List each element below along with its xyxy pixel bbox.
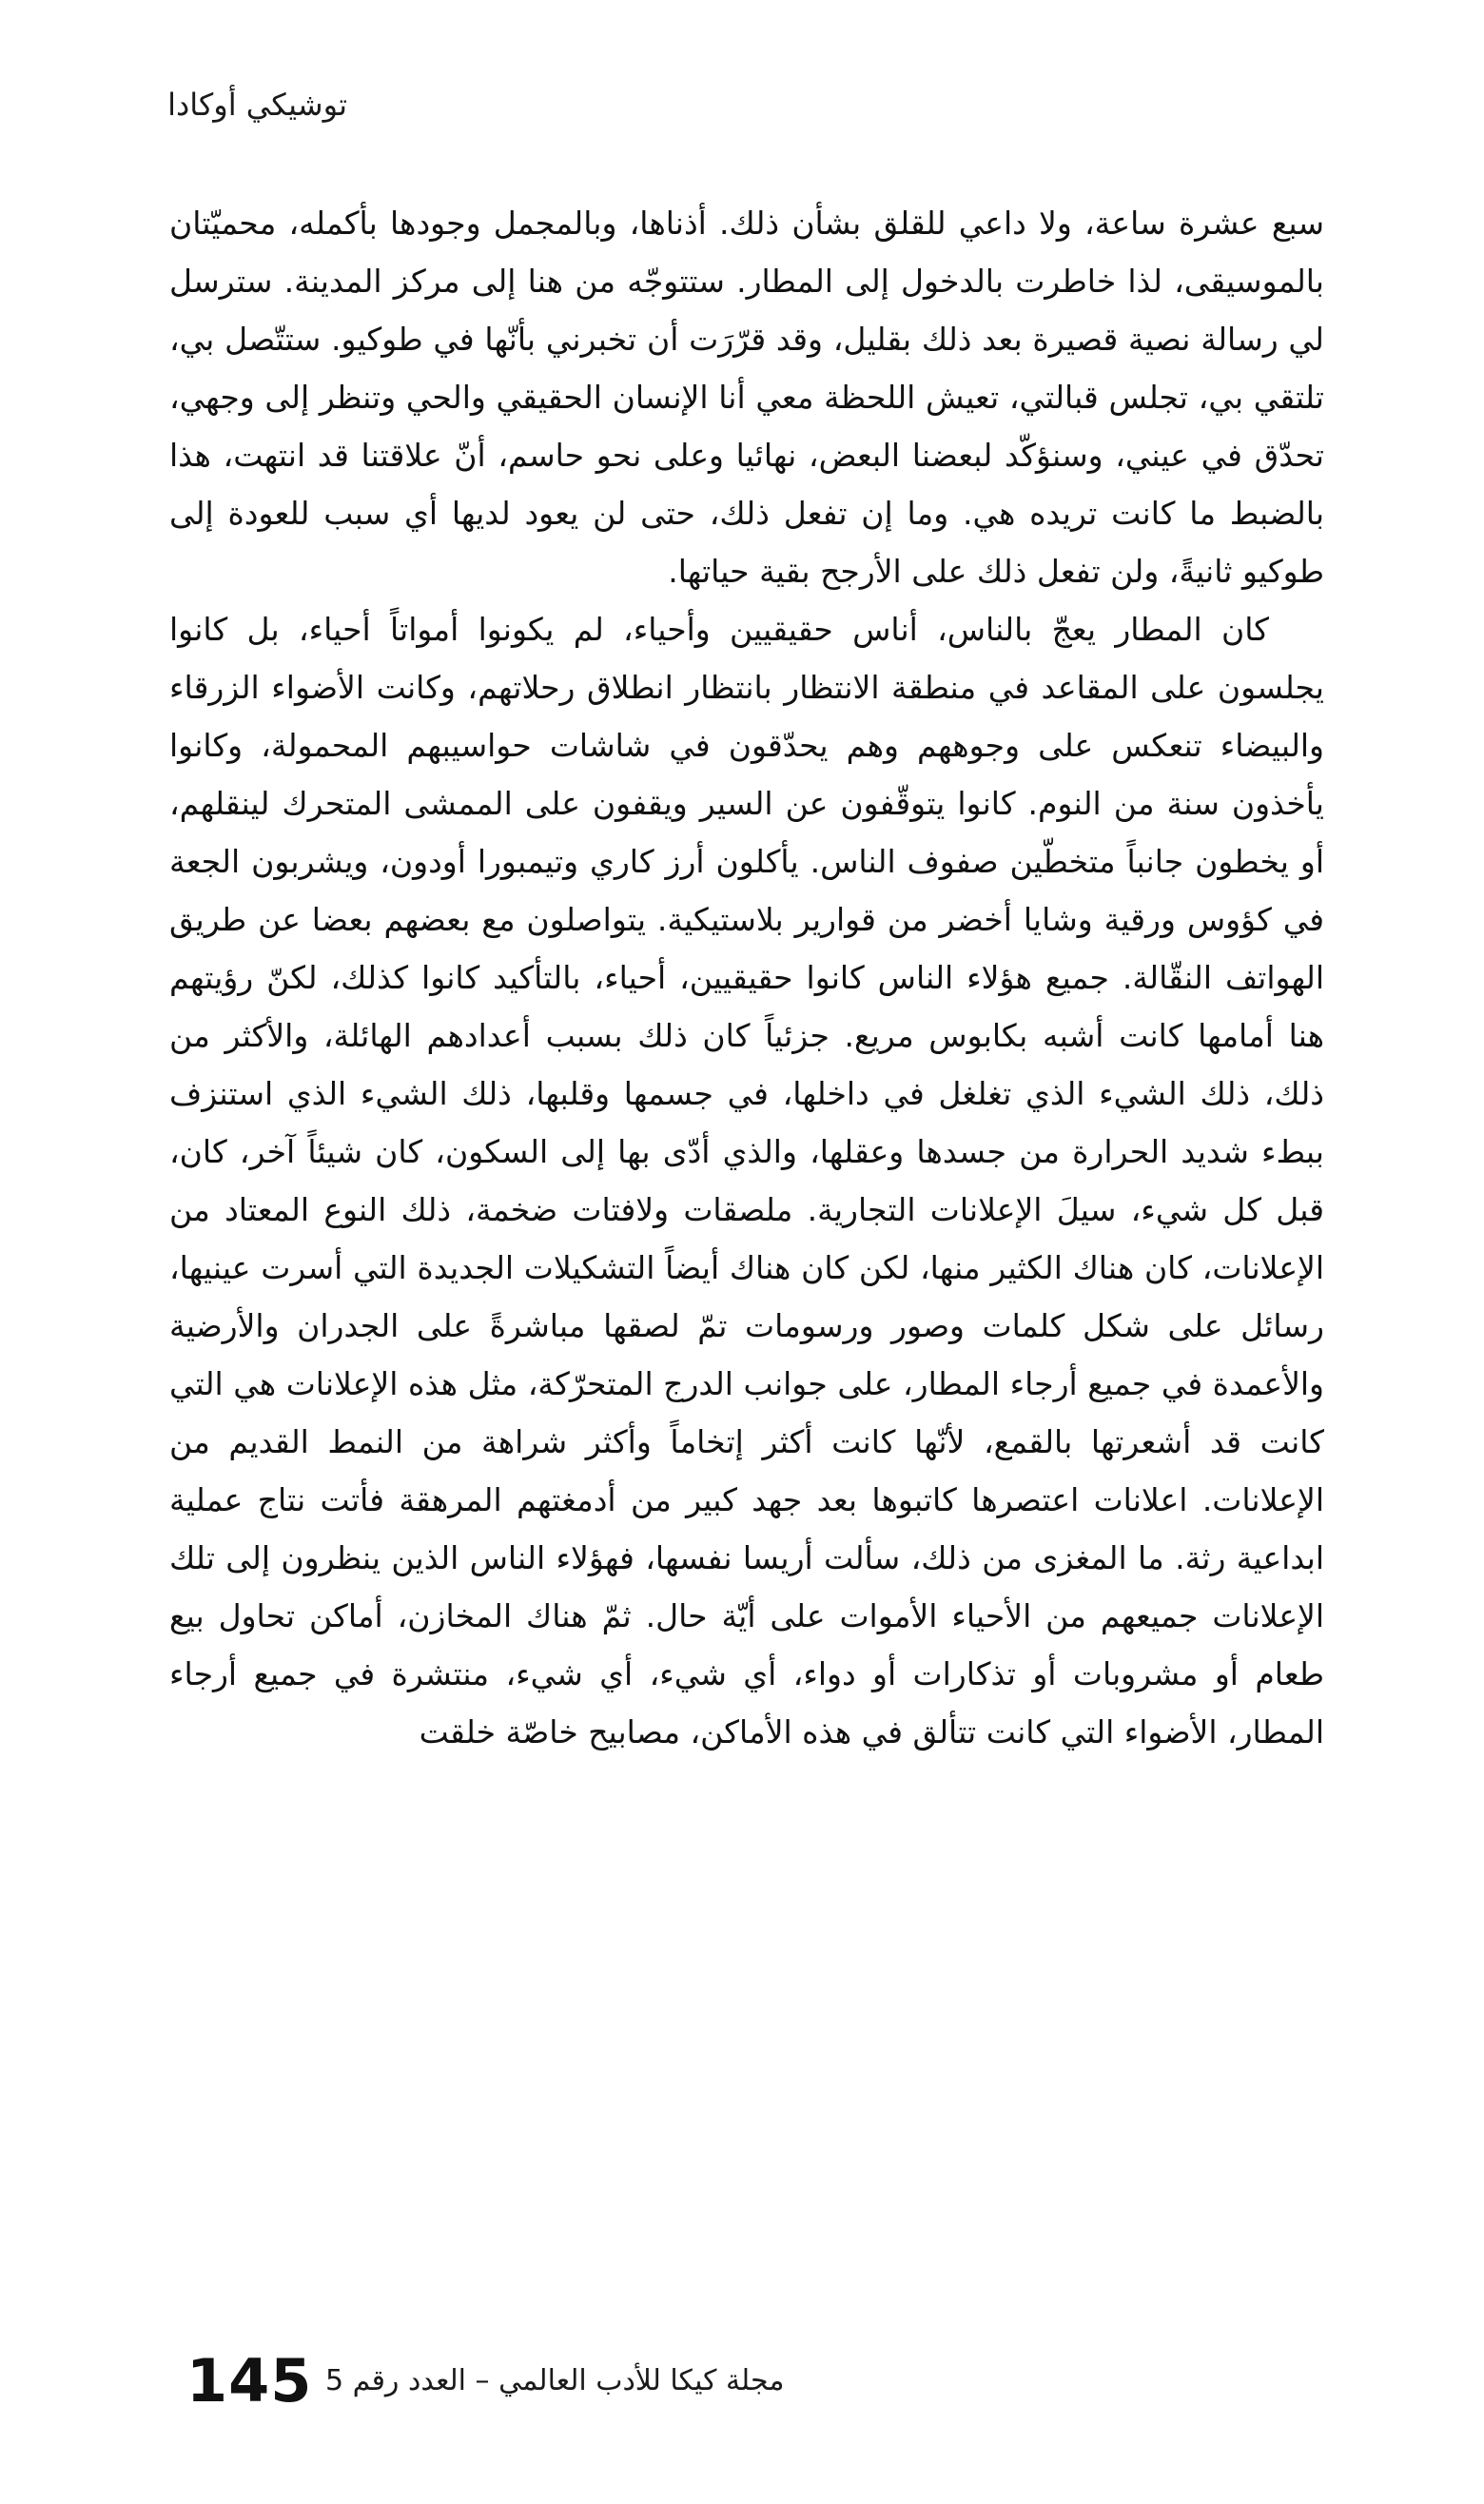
paragraph-2: كان المطار يعجّ بالناس، أناس حقيقيين وأحياء، لم يكونوا أمواتاً أحياء، بل كانوا يجلسون على المقاعد في منطقة الانتظار بانتظار انطلاق رحلاتهم، وكانت الأضواء الزرقاء والبيضاء تنعكس على وجوههم وهم يحدّقون في شاشات حواسيبهم المحمولة، وكانوا يأخذون سنة من النوم. كانوا يتوقّفون عن السير ويقفون على الممشى المتحرك لينقلهم، أو يخطون جانباً متخطّين صفوف الناس. يأكلون أرز كاري وتيمبورا أودون، ويشربون الجعة في كؤوس ورقية وشايا أخضر من قوارير بلاستيكية. يتواصلون مع بعضهم بعضا عن طريق الهواتف النقّالة. جميع هؤلاء الناس كانوا حقيقيين، أحياء، بالتأكيد كانوا كذلك، لكنّ رؤيتهم هنا أمامها كانت أشبه بكابوس مريع. جزئياً كان ذلك بسبب أعدادهم الهائلة، والأكثر من ذلك، ذلك الشيء الذي تغلغل في داخلها، في جسمها وقلبها، ذلك الشيء الذي استنزف ببطء شديد الحرارة من جسدها وعقلها، والذي أدّى بها إلى السكون، كان شيئاً آخر، كان، قبل كل شيء، سيلَ الإعلانات التجارية. ملصقات ولافتات ضخمة، ذلك النوع المعتاد من الإعلانات، كان هناك الكثير منها، لكن كان هناك أيضاً التشكيلات الجديدة التي أسرت عينيها، رسائل على شكل كلمات وصور ورسومات تمّ لصقها مباشرةً على الجدران والأرضية والأعمدة في جميع أرجاء المطار، على جوانب الدرج المتحرّكة، مثل هذه الإعلانات هي التي كانت قد أشعرتها بالقمع، لأنّها كانت أكثر إتخاماً وأكثر شراهة من النمط القديم من الإعلانات. اعلانات اعتصرها كاتبوها بعد جهد كبير من أدمغتهم المرهقة فأتت نتاج عملية ابداعية رثة. ما المغزى من ذلك، سألت أريسا نفسها، فهؤلاء الناس الذين ينظرون إلى تلك الإعلانات جميعهم من الأحياء الأموات على أيّة حال. ثمّ هناك المخازن، أماكن تحاول بيع طعام أو مشروبات أو تذكارات أو دواء، أي شيء، أي شيء، منتشرة في جميع أرجاء المطار، الأضواء التي كانت تتألق في هذه الأماكن، مصابيح خاصّة خلقت	[169, 611, 1324, 1751]
journal-name: مجلة كيكا للأدب العالمي – العدد رقم 5	[325, 2364, 785, 2397]
running-header-author: توشيكي أوكادا	[167, 87, 347, 123]
body-text	[169, 194, 1324, 1761]
page-number: 145	[186, 2346, 313, 2416]
page-footer	[186, 2348, 871, 2415]
paragraph-1: سبع عشرة ساعة، ولا داعي للقلق بشأن ذلك. أذناها، وبالمجمل وجودها بأكمله، محميّتان بالموسيقى، لذا خاطرت بالدخول إلى المطار. ستتوجّه من هنا إلى مركز المدينة. سترسل لي رسالة نصية قصيرة بعد ذلك بقليل، وقد قرّرَت أن تخبرني بأنّها في طوكيو. ستتّصل بي، تلتقي بي، تجلس قبالتي، تعيش اللحظة معي أنا الإنسان الحقيقي والحي وتنظر إلى وجهي، تحدّق في عيني، وسنؤكّد لبعضنا البعض، نهائيا وعلى نحو حاسم، أنّ علاقتنا قد انتهت، هذا بالضبط ما كانت تريده هي. وما إن تفعل ذلك، حتى لن يعود لديها أي سبب للعودة إلى طوكيو ثانيةً، ولن تفعل ذلك على الأرجح بقية حياتها.	[169, 205, 1324, 590]
